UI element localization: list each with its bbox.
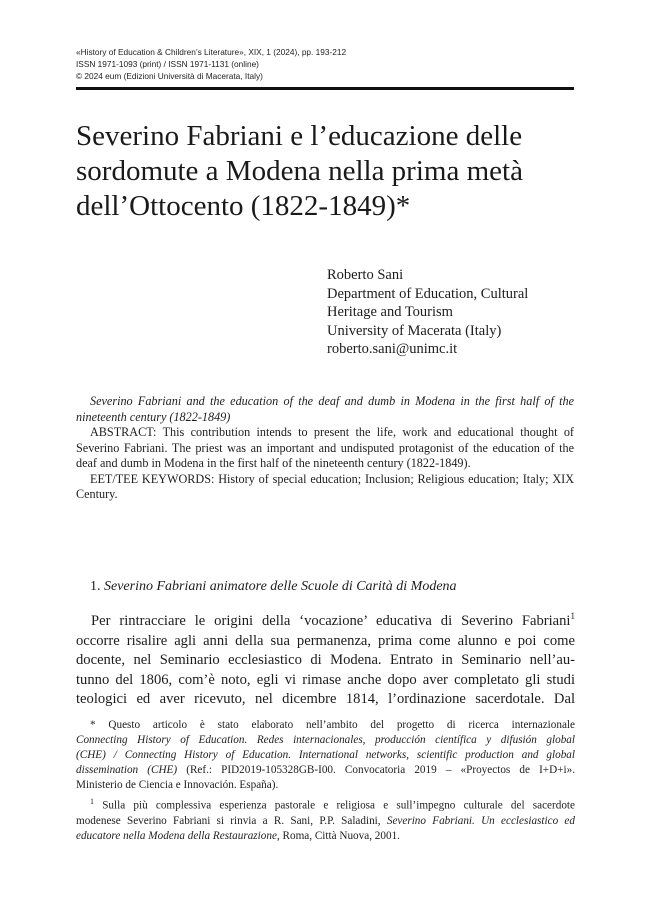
body-line bbox=[76, 612, 575, 632]
footnote-line: * Questo articolo è stato elaborato nell’ambito del progetto di ricerca internazionale bbox=[90, 719, 575, 731]
footnote-project-title: dissemination (CHE) bbox=[76, 764, 178, 777]
body-line: tunno del 1806, com’è noto, egli vi rimase anche dopo aver completato gli studi bbox=[76, 671, 575, 688]
footnote-line: (CHE) / Connecting History of Education. International networks, scientific production and global bbox=[76, 749, 575, 762]
header-rule bbox=[76, 87, 574, 90]
footnote-line bbox=[76, 829, 575, 844]
copyright-line: © 2024 eum (Edizioni Università di Macerata, Italy) bbox=[76, 70, 263, 81]
section-number: 1. bbox=[90, 579, 101, 594]
keywords-paragraph bbox=[76, 472, 574, 503]
footnote-text: modenese Severino Fabriani si rinvia a R. Sani, P.P. Saladini, bbox=[76, 814, 387, 827]
abstract-text: This contribution intends to present the life, work and educational thought of Severino Fabriani. The priest was an important and undisputed protagonist of the education of the deaf and dumb in Modena in the first half of the nineteenth century (1822-1849). bbox=[76, 425, 574, 470]
english-title: Severino Fabriani and the education of the deaf and dumb in Modena in the first half of the nineteenth century (1822-1849) bbox=[76, 394, 574, 424]
body-line: teologici ed aver ricevuto, nel dicembre 1814, l’ordinazione sacerdotale. Dal bbox=[76, 691, 575, 707]
author-university: University of Macerata (Italy) bbox=[327, 322, 502, 339]
footnote-line bbox=[76, 794, 575, 814]
author-department: Department of Education, Cultural bbox=[327, 285, 529, 302]
footnote-text: Sulla più complessiva esperienza pastorale e religiosa e sull’impegno culturale del sacerdote bbox=[94, 799, 575, 812]
author-department-cont: Heritage and Tourism bbox=[327, 304, 453, 321]
author-email[interactable]: roberto.sani@unimc.it bbox=[327, 341, 458, 358]
title-line: Severino Fabriani e l’educazione delle bbox=[76, 120, 523, 152]
footnote-1 bbox=[76, 794, 575, 844]
abstract-paragraph bbox=[76, 425, 574, 472]
body-line-text: Per rintracciare le origini della ‘vocazione’ educativa di Severino Fabriani bbox=[91, 613, 571, 629]
footnote-reference-text: (Ref.: PID2019-105328GB-I00. Convocatoria 2019 – «Proyectos de I+D+i». bbox=[177, 764, 575, 777]
footnote-ref-1[interactable]: 1 bbox=[570, 611, 575, 622]
article-title bbox=[76, 119, 576, 224]
author-name: Roberto Sani bbox=[327, 267, 404, 283]
footnote-marker: 1 bbox=[90, 797, 94, 806]
footnote-book-title-cont: educatore nella Modena della Restaurazione bbox=[76, 829, 277, 842]
journal-header bbox=[76, 47, 576, 82]
footnote-star bbox=[76, 718, 575, 793]
keywords-text: History of special education; Inclusion; Religious education; Italy; XIX Century. bbox=[76, 471, 574, 501]
body-line: docente, nel Seminario ecclesiastico di Modena. Entrato in Seminario nell’au- bbox=[76, 652, 575, 668]
section-heading bbox=[90, 578, 570, 596]
footnote-line: Ministerio de Ciencia e Innovación. España). bbox=[76, 779, 279, 792]
issn-line: ISSN 1971-1093 (print) / ISSN 1971-1131 (online) bbox=[76, 58, 259, 69]
journal-citation-line: «History of Education & Children’s Literature», XIX, 1 (2024), pp. 193-212 bbox=[76, 47, 347, 57]
keywords-label: EET/TEE KEYWORDS: bbox=[90, 471, 215, 486]
footnote-publisher: , Roma, Città Nuova, 2001. bbox=[276, 829, 400, 842]
title-line: sordomute a Modena nella prima metà bbox=[76, 155, 523, 187]
author-block bbox=[327, 266, 587, 359]
abstract-label: ABSTRACT: bbox=[90, 425, 157, 439]
footnote-book-title: Severino Fabriani. Un ecclesiastico ed bbox=[386, 814, 575, 827]
section-title: Severino Fabriani animatore delle Scuole di Carità di Modena bbox=[104, 579, 457, 594]
footnote-line bbox=[76, 814, 575, 829]
body-text bbox=[76, 612, 575, 710]
abstract-block bbox=[76, 394, 574, 503]
footnote-line bbox=[76, 763, 575, 778]
title-line: dell’Ottocento (1822-1849)* bbox=[76, 190, 411, 222]
footnote-line: Connecting History of Education. Redes internacionales, producción científica y difusión global bbox=[76, 734, 575, 747]
body-line: occorre risalire agli anni della sua permanenza, prima come alunno e poi come bbox=[76, 632, 575, 649]
